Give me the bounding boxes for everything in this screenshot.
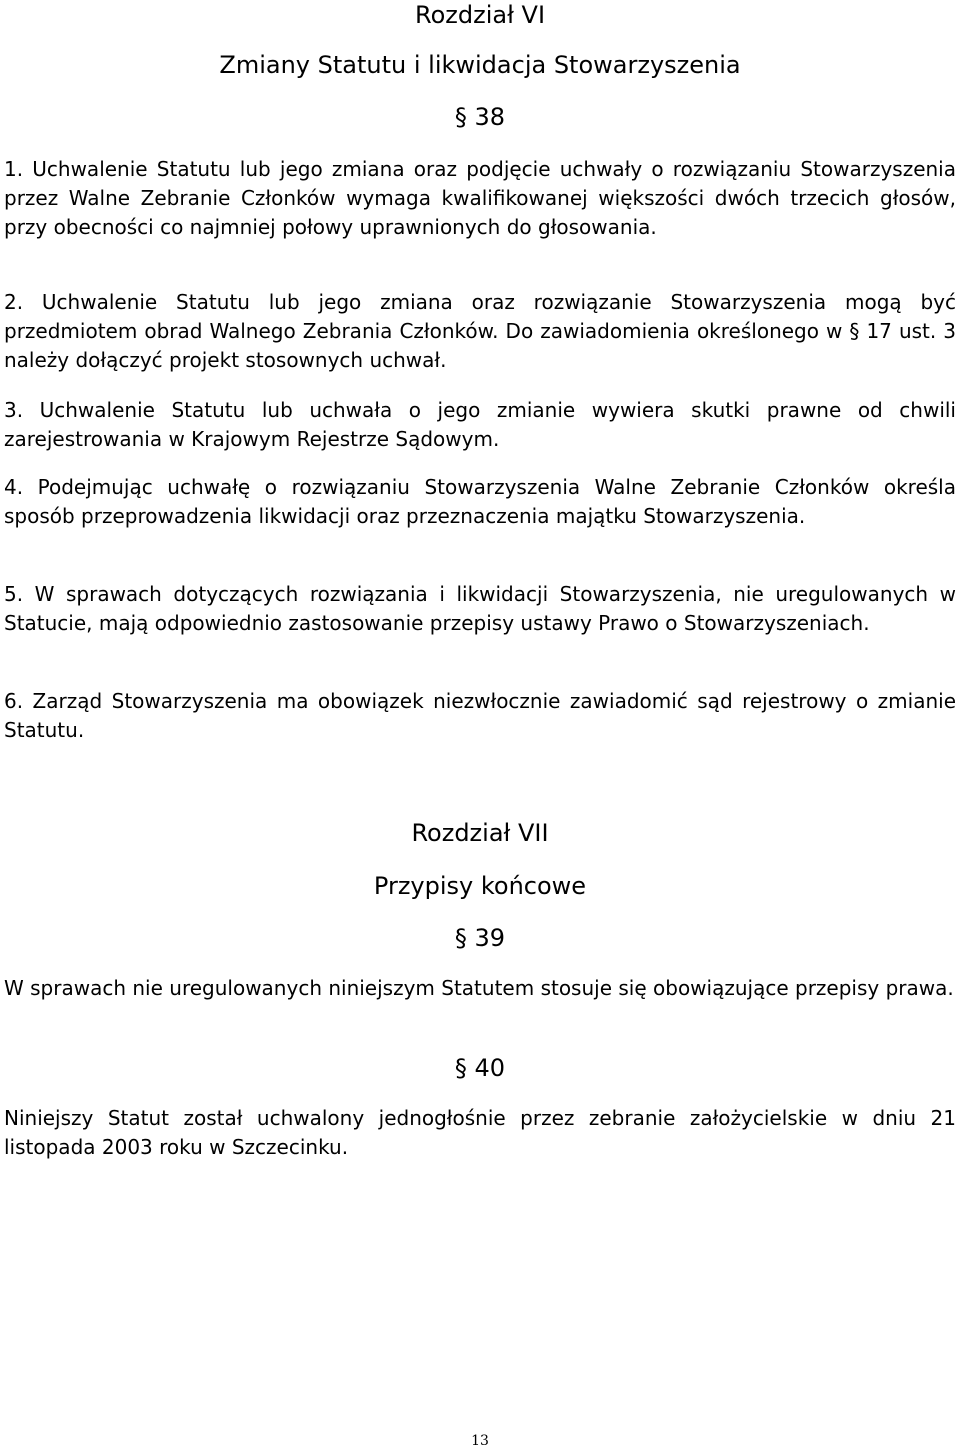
chapter-7-title: Przypisy końcowe bbox=[373, 872, 587, 900]
section-38-number: § 38 bbox=[454, 103, 506, 131]
section-38-item-4: 4. Podejmując uchwałę o rozwiązaniu Stowarzyszenia Walne Zebranie Członków określa sposób przeprowadzenia likwidacji oraz przeznaczenia majątku Stowarzyszenia. bbox=[4, 475, 956, 528]
section-39-text: W sprawach nie uregulowanych niniejszym Statutem stosuje się obowiązujące przepisy prawa. bbox=[4, 976, 954, 1000]
chapter-6-heading: Rozdział VI bbox=[414, 1, 546, 29]
section-38-item-3: 3. Uchwalenie Statutu lub uchwała o jego zmianie wywiera skutki prawne od chwili zarejestrowania w Krajowym Rejestrze Sądowym. bbox=[4, 398, 956, 451]
section-39-number: § 39 bbox=[454, 924, 506, 952]
page-number: 13 bbox=[471, 1433, 489, 1449]
section-40-text: Niniejszy Statut został uchwalony jednogłośnie przez zebranie założycielskie w dniu 21 listopada 2003 roku w Szczecinku. bbox=[4, 1106, 956, 1159]
section-38-item-1: 1. Uchwalenie Statutu lub jego zmiana oraz podjęcie uchwały o rozwiązaniu Stowarzyszenia przez Walne Zebranie Członków wymaga kwalifikowanej większości dwóch trzecich głosów, przy obecności co najmniej połowy uprawnionych do głosowania. bbox=[4, 157, 956, 239]
section-38-item-6: 6. Zarząd Stowarzyszenia ma obowiązek niezwłocznie zawiadomić sąd rejestrowy o zmianie Statutu. bbox=[4, 689, 956, 742]
section-38-item-5: 5. W sprawach dotyczących rozwiązania i likwidacji Stowarzyszenia, nie uregulowanych w Statucie, mają odpowiednio zastosowanie przepisy ustawy Prawo o Stowarzyszeniach. bbox=[4, 582, 956, 635]
section-40-number: § 40 bbox=[454, 1054, 506, 1082]
chapter-7-heading: Rozdział VII bbox=[411, 819, 549, 847]
chapter-6-title: Zmiany Statutu i likwidacja Stowarzyszenia bbox=[219, 51, 741, 79]
section-38-item-2: 2. Uchwalenie Statutu lub jego zmiana oraz rozwiązanie Stowarzyszenia mogą być przedmiotem obrad Walnego Zebrania Członków. Do zawiadomienia określonego w § 17 ust. 3 należy dołączyć projekt stosownych uchwał. bbox=[4, 290, 956, 372]
